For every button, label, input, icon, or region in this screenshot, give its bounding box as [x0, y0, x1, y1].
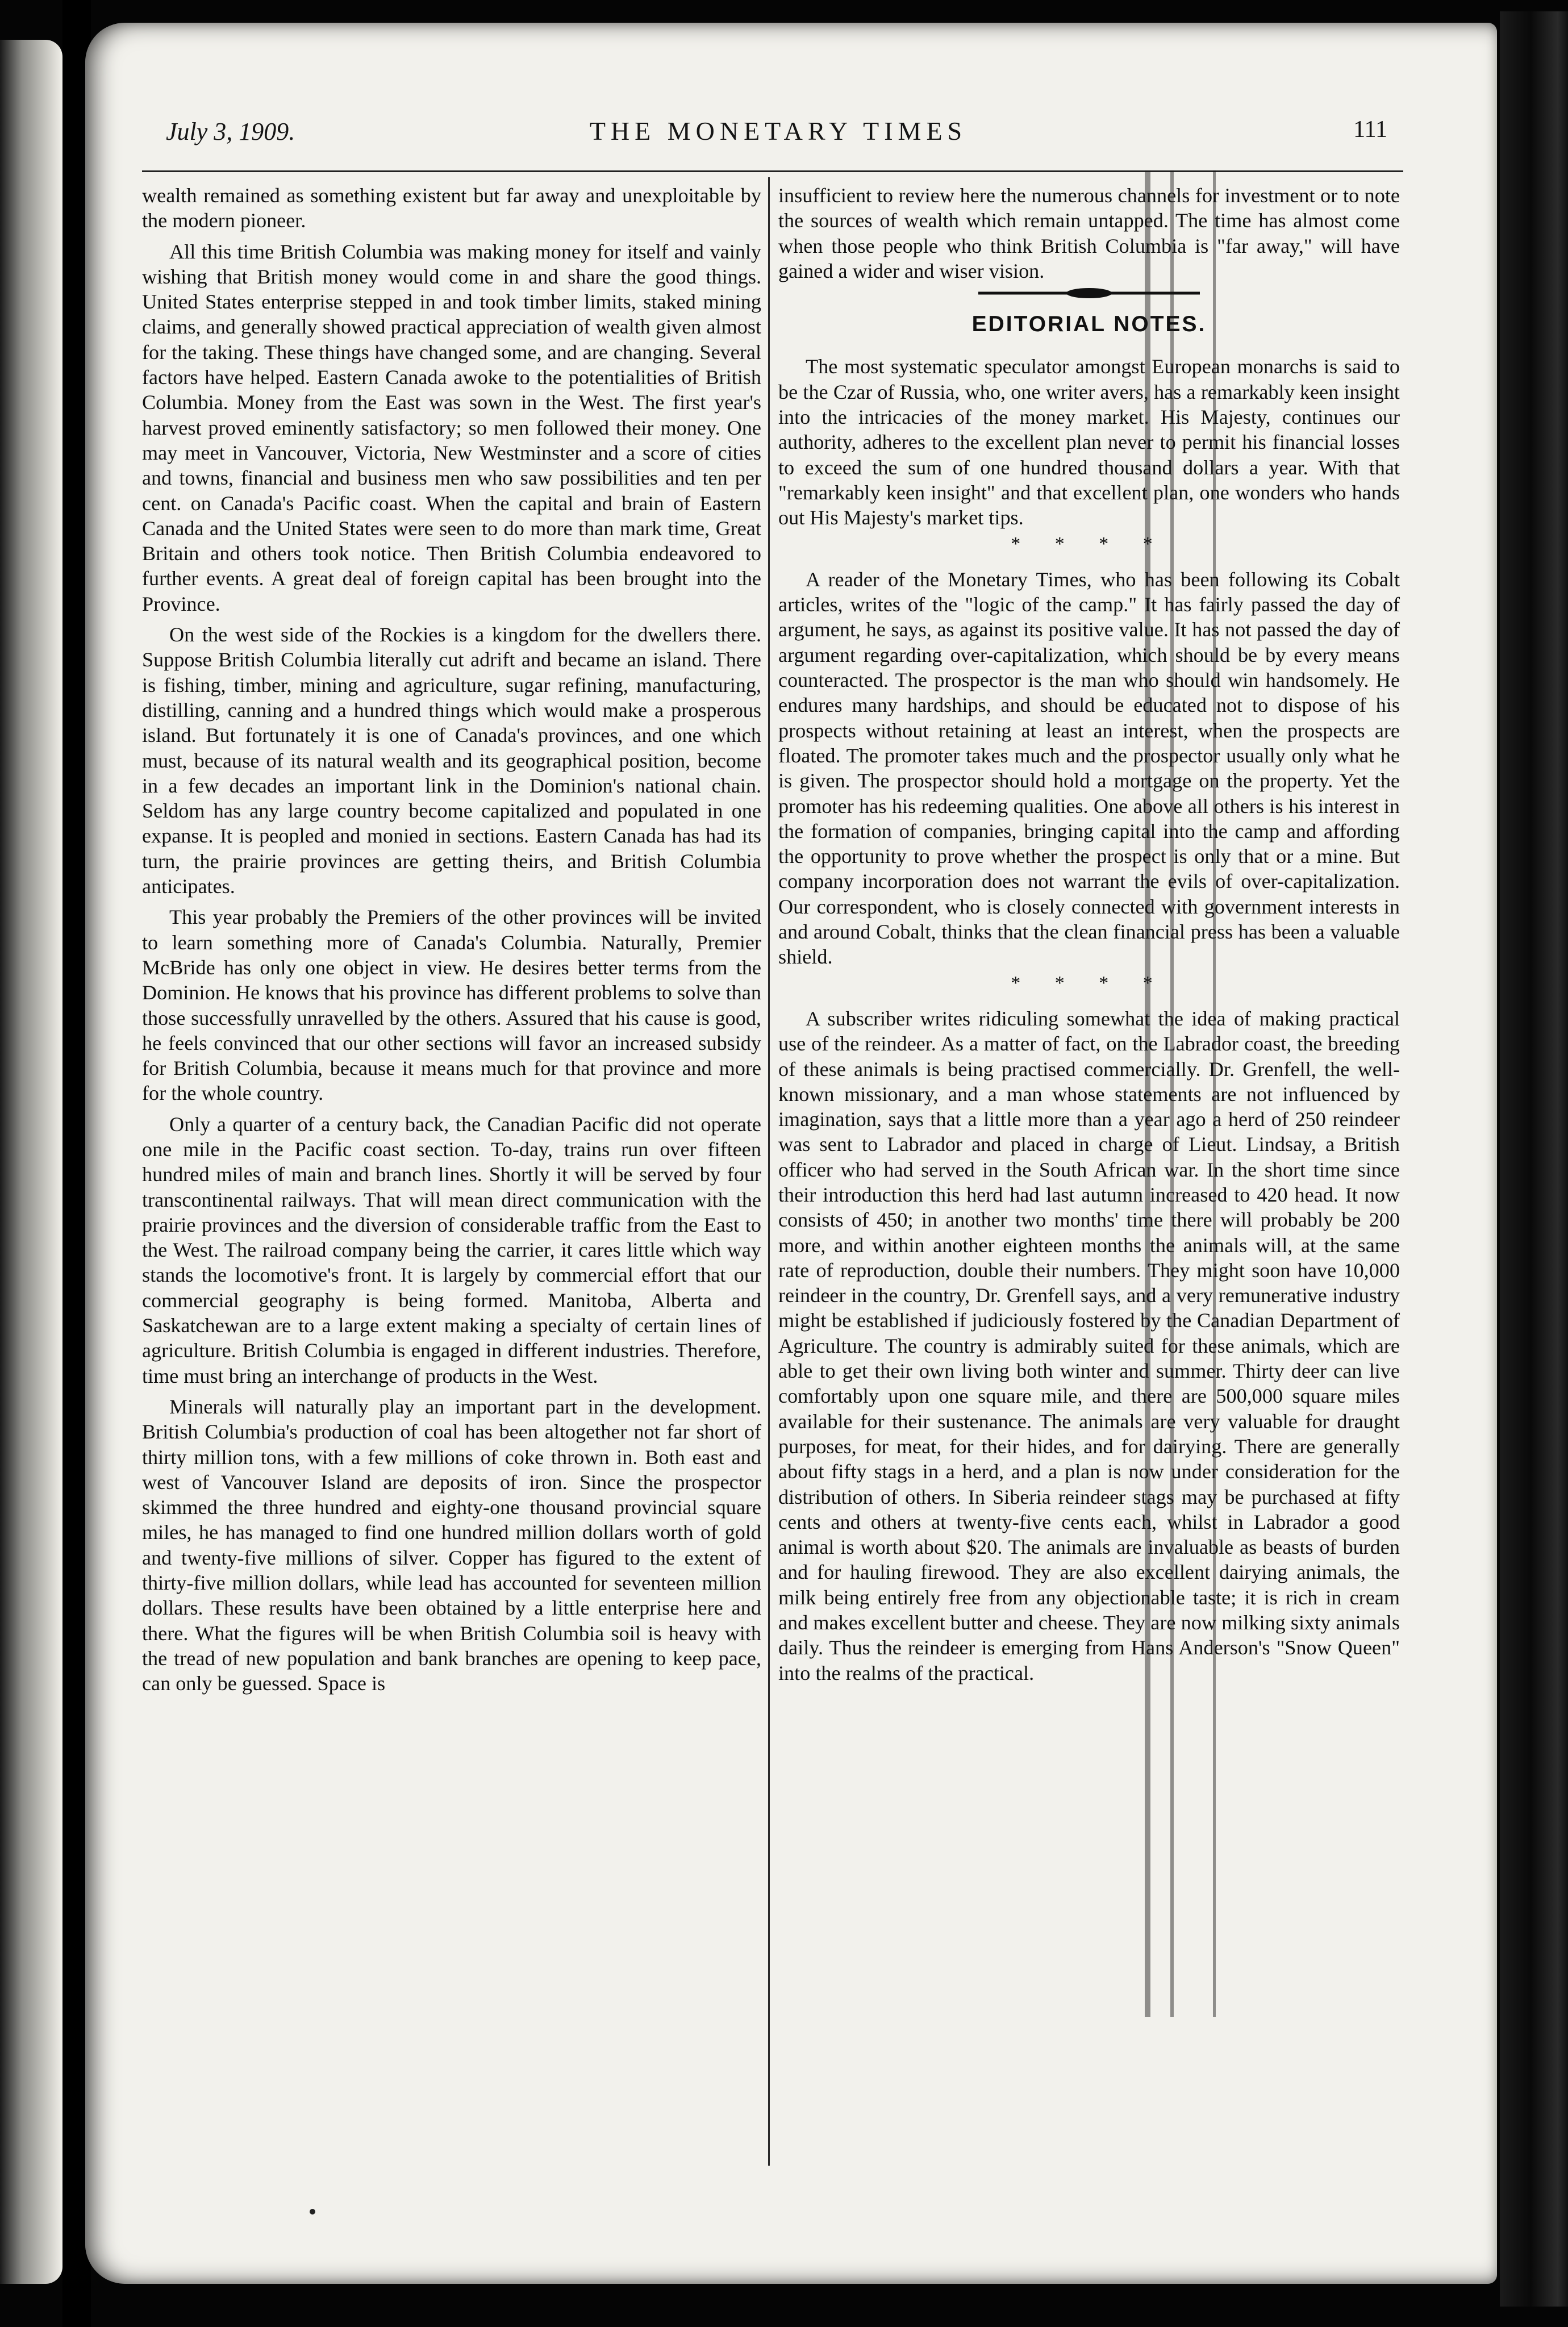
- ornamental-rule: [978, 287, 1200, 299]
- paragraph: On the west side of the Rockies is a kingdom for the dwellers there. Suppose British Columbia literally cut adrift and became an island. There is fishing, timber, mining and agriculture, sugar refining, manufacturing, distilling, canning and a hundred things which would make a prosperous island. But fortunately it is one of Canada's provinces, and one which must, because of its natural wealth and its geographical position, become in a few decades an important link in the Dominion's national chain. Seldom has any large country become capitalized and populated in one expanse. It is peopled and monied in sections. Eastern Canada has had its turn, the prairie provinces are getting theirs, and British Columbia anticipates.: [142, 623, 761, 898]
- scan-streak: [1170, 170, 1174, 2017]
- book-edge-right: [1500, 11, 1568, 2307]
- note-separator: * * * *: [1011, 533, 1167, 554]
- left-column: [142, 183, 761, 1696]
- right-column: [778, 183, 1400, 1686]
- paragraph: Minerals will naturally play an important part in the development. British Columbia's production of coal has been altogether not far short of thirty million tons, with a few millions of coke thrown in. Both east and west of Vancouver Island are deposits of iron. Since the prospector skimmed the three hundred and eighty-one thousand provincial square miles, he has managed to find one hundred million dollars worth of gold and twenty-five millions of silver. Copper has figured to the extent of thirty-five million dollars, while lead has accounted for seventeen million dollars. These results have been obtained by a little enterprise here and there. What the figures will be when British Columbia soil is heavy with the tread of new population and bank branches are opening to keep pace, can only be guessed. Space is: [142, 1395, 761, 1695]
- page-number: 111: [1353, 116, 1387, 143]
- paragraph: Only a quarter of a century back, the Canadian Pacific did not operate one mile in the Pacific coast section. To-day, trains run over fifteen hundred miles of main and branch lines. Shortly it will be served by four transcontinental railways. That will mean direct communication with the prairie provinces and the diversion of considerable traffic from the East to the West. The railroad company being the carrier, it cares little which way stands the locomotive's front. It is largely by commercial effort that our commercial geography is being formed. Manitoba, Alberta and Saskatchewan are to a large extent making a specialty of certain lines of agriculture. British Columbia is engaged in different industries. Therefore, time must bring an interchange of products in the West.: [142, 1112, 761, 1387]
- scan-streak: [1145, 170, 1150, 2017]
- ink-speck: [310, 2209, 315, 2215]
- adjacent-page-edge: [0, 40, 62, 2284]
- editorial-note: A subscriber writes ridiculing somewhat the idea of making practical use of the reindeer. As a matter of fact, on the Labrador coast, the breeding of these animals is being practised commercially. Dr. Grenfell, the well-known missionary, and a man whose statements are not influenced by imagination, says that a little more than a year ago a herd of 250 reindeer was sent to Labrador and placed in charge of Lieut. Lindsay, a British officer who had served in the South African war. In the short time since their introduction this herd had last autumn increased to 420 head. It now consists of 450; in another two months' time there will probably be 200 more, and within another eighteen months the animals will, at the same rate of reproduction, double their numbers. They might soon have 10,000 reindeer in the country, Dr. Grenfell says, and a very remunerative industry might be established if judiciously fostered by the Canadian Department of Agriculture. The country is admirably suited for these animals, which are able to get their own living both winter and summer. Thirty deer can live comfortably upon one square mile, and there are 500,000 square miles available for their sustenance. The animals are very valuable for draught purposes, for meat, for their hides, and for dairying. There are generally about fifty stags in a herd, and a plan is now under consideration for the distribution of others. In Siberia reindeer stags may be purchased at fifty cents and others at twenty-five cents each, whilst in Labrador a good animal is worth about $20. The animals are invaluable as beasts of burden and for hauling firewood. They are also excellent dairying animals, the milk being entirely free from any objectionable taste; it is rich in cream and makes excellent butter and cheese. They are now milking sixty animals daily. Thus the reindeer is emerging from Hans Anderson's "Snow Queen" into the realms of the practical.: [778, 1007, 1400, 1684]
- section-heading: EDITORIAL NOTES.: [971, 312, 1207, 337]
- paragraph: All this time British Columbia was making money for itself and vainly wishing that British money would come in and share the good things. United States enterprise stepped in and took timber limits, staked mining claims, and generally showed practical appreciation of wealth given almost for the taking. These things have changed some, and are changing. Several factors have helped. Eastern Canada awoke to the potentialities of British Columbia. Money from the East was sown in the West. The first year's harvest proved eminently satisfactory; so men followed their money. One may meet in Vancouver, Victoria, New Westminster and a score of cities and towns, financial and business men who saw possibilities and ten per cent. on Canada's Pacific coast. When the capital and brain of Eastern Canada and the United States were seen to do more than mark time, Great Britain and others took notice. Then British Columbia endeavored to further events. A great deal of foreign capital has been brought into the Province.: [142, 240, 761, 615]
- issue-date: July 3, 1909.: [166, 118, 295, 145]
- publication-title: THE MONETARY TIMES: [589, 116, 968, 145]
- note-separator: * * * *: [1011, 972, 1167, 994]
- editorial-note: The most systematic speculator amongst European monarchs is said to be the Czar of Russia, who, one writer avers, has a remarkably keen insight into the intricacies of the money market. His Majesty, continues our authority, adheres to the excellent plan never to permit his financial losses to exceed the sum of one hundred thousand dollars a year. With that "remarkably keen insight" and that excellent plan, one wonders who hands out His Majesty's market tips.: [778, 355, 1400, 529]
- paragraph: This year probably the Premiers of the other provinces will be invited to learn something more of Canada's Columbia. Naturally, Premier McBride has only one object in view. He desires better terms from the Dominion. He knows that his province has different problems to solve than those successfully unravelled by the others. Assured that his cause is good, he feels convinced that our other sections will favor an increased subsidy for British Columbia, because it means much for that province and more for the whole country.: [142, 906, 761, 1105]
- column-divider: [768, 177, 770, 2166]
- page-header: [159, 112, 1398, 152]
- scan-streak: [1213, 170, 1216, 2017]
- paragraph: insufficient to review here the numerous channels for investment or to note the sources of wealth which remain untapped. The time has almost come when those people who think British Columbia is "far away," will have gained a wider and wiser vision.: [778, 184, 1400, 282]
- editorial-note: A reader of the Monetary Times, who has been following its Cobalt articles, writes of the "logic of the camp." It has fairly passed the day of argument, he says, as against its positive value. It has not passed the day of argument regarding over-capitalization, which should be by every means counteracted. The prospector is the man who should win handsomely. He endures many hardships, and should be educated not to dispose of his prospects without retaining at least an interest, when the prospects are floated. The promoter takes much and the prospector usually only what he is given. The prospector should hold a mortgage on the property. Yet the promoter has his redeeming qualities. One above all others is his interest in the formation of companies, bringing capital into the camp and affording the opportunity to prove whether the prospect is only that or a mine. But company incorporation does not warrant the evils of over-capitalization. Our correspondent, who is closely connected with government interests in and around Cobalt, thinks that the clean financial press has been a valuable shield.: [778, 568, 1400, 969]
- paragraph: wealth remained as something existent but far away and unexploitable by the modern pioneer.: [142, 184, 761, 232]
